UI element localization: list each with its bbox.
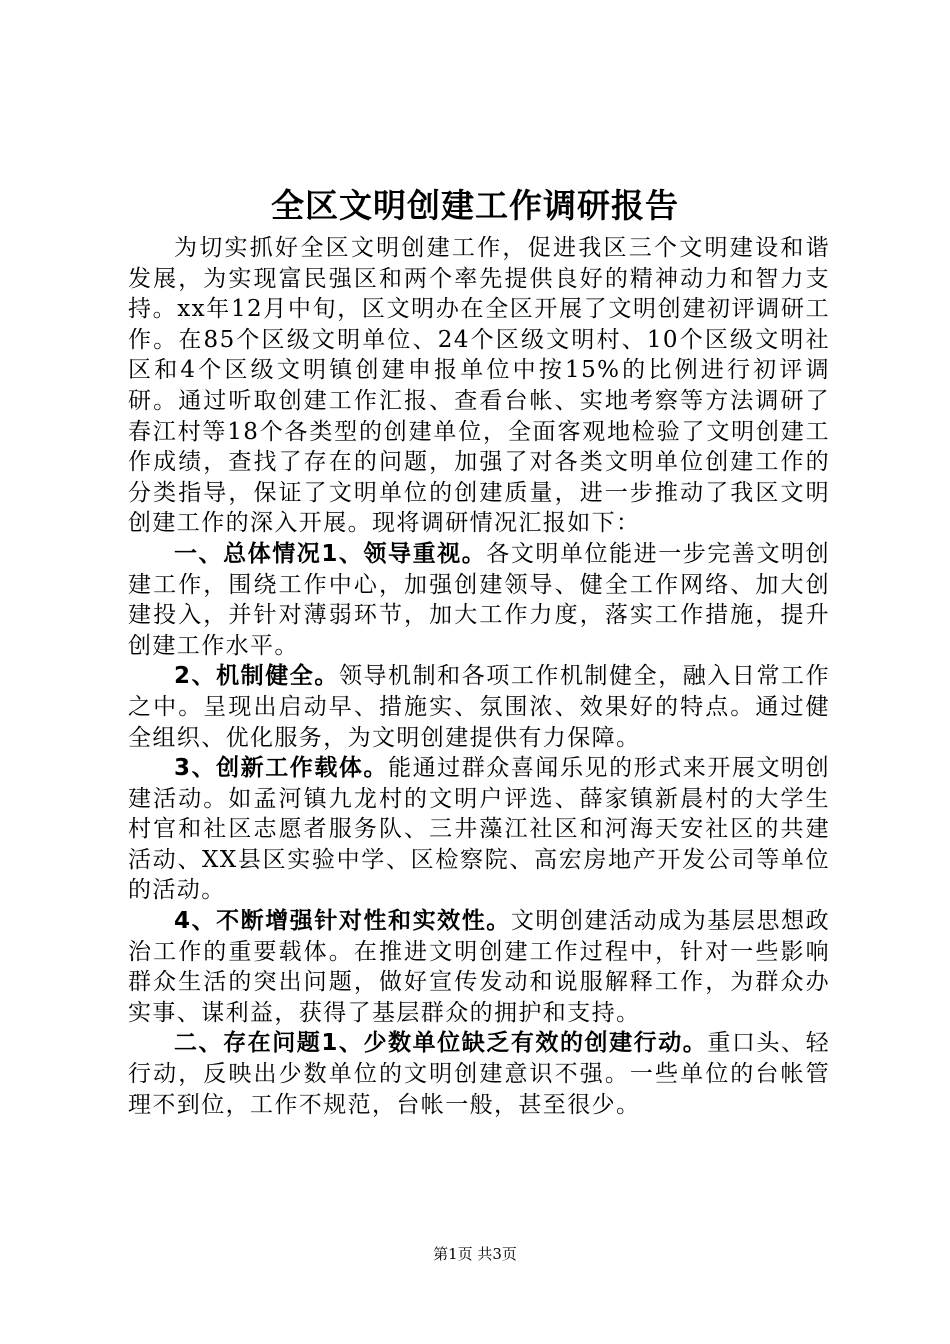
paragraph-mechanism <box>128 661 830 753</box>
paragraph-text: 重口头、轻行动，反映出少数单位的文明创建意识不强。一些单位的台帐管理不到位，工作不规范，台帐一般，甚至很少。 <box>128 1030 831 1118</box>
paragraph-lead: 一、总体情况1、领导重视。 <box>174 540 487 567</box>
paragraph-problems <box>128 1028 830 1120</box>
paragraph-lead: 3、创新工作载体。 <box>174 755 389 782</box>
paragraph-text: 各文明单位能进一步完善文明创建工作，围绕工作中心，加强创建领导、健全工作网络、加大创建投入，并针对薄弱环节，加大工作力度，落实工作措施，提升创建工作水平。 <box>128 540 830 659</box>
paragraph-leadership <box>128 539 830 661</box>
paragraph-text: 文明创建活动成为基层思想政治工作的重要载体。在推进文明创建工作过程中，针对一些影响群众生活的突出问题，做好宣传发动和说服解释工作，为群众办实事、谋利益，获得了基层群众的拥护和支持。 <box>128 908 830 1026</box>
document-body <box>128 233 830 1120</box>
paragraph-intro <box>128 233 830 539</box>
paragraph-lead: 二、存在问题1、少数单位缺乏有效的创建行动。 <box>174 1030 708 1057</box>
paragraph-text: 为切实抓好全区文明创建工作，促进我区三个文明建设和谐发展，为实现富民强区和两个率先提供良好的精神动力和智力支持。xx年12月中旬，区文明办在全区开展了文明创建初评调研工作。在85个区级文明单位、24个区级文明村、10个区级文明社区和4个区级文明镇创建申报单位中按15%的比例进行初评调研。通过听取创建工作汇报、查看台帐、实地考察等方法调研了春江村等18个各类型的创建单位，全面客观地检验了文明创建工作成绩，查找了存在的问题，加强了对各类文明单位创建工作的分类指导，保证了文明单位的创建质量，进一步推动了我区文明创建工作的深入开展。现将调研情况汇报如下： <box>128 235 830 537</box>
page-footer: 第1页 共3页 <box>433 1245 517 1263</box>
paragraph-lead: 4、不断增强针对性和实效性。 <box>174 908 511 935</box>
paragraph-text: 能通过群众喜闻乐见的形式来开展文明创建活动。如孟河镇九龙村的文明户评选、薛家镇新晨村的大学生村官和社区志愿者服务队、三井藻江社区和河海天安社区的共建活动、XX县区实验中学、区检察院、高宏房地产开发公司等单位的活动。 <box>128 755 831 904</box>
paragraph-effectiveness <box>128 906 830 1028</box>
document-title: 全区文明创建工作调研报告 <box>271 186 679 225</box>
paragraph-lead: 2、机制健全。 <box>174 663 339 690</box>
paragraph-innovation <box>128 753 830 906</box>
paragraph-text: 领导机制和各项工作机制健全，融入日常工作之中。呈现出启动早、措施实、氛围浓、效果好的特点。通过健全组织、优化服务，为文明创建提供有力保障。 <box>128 663 830 751</box>
